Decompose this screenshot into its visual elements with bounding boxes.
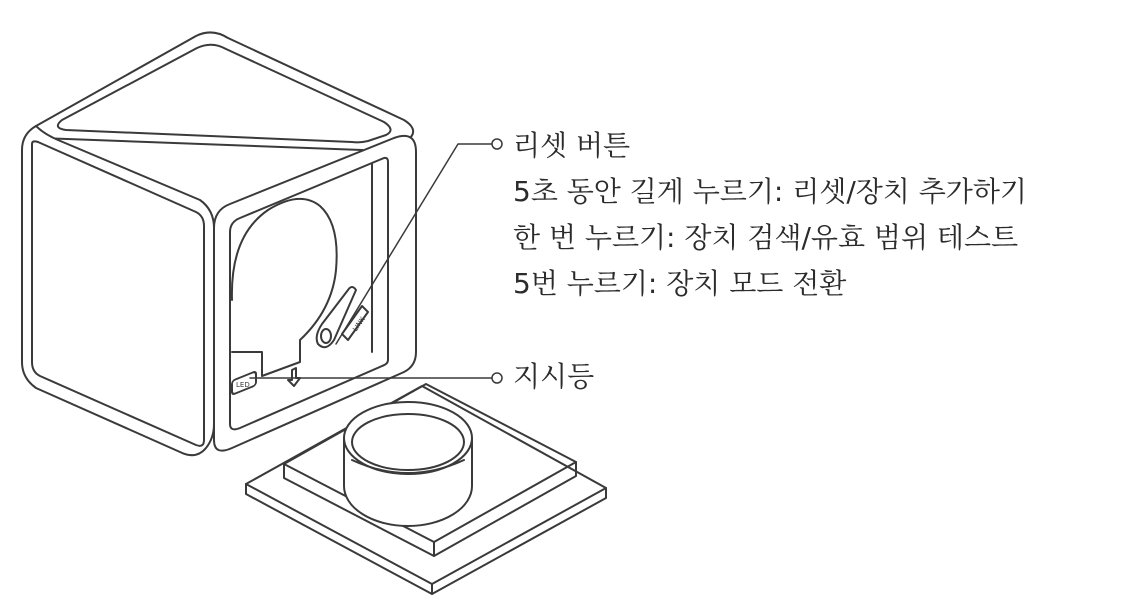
mount-ring-top	[344, 402, 472, 474]
hub-body	[22, 32, 416, 455]
indicator-title: 지시등	[513, 360, 595, 393]
reset-instruction-long-press: 5초 동안 길게 누르기: 리셋/장치 추가하기	[513, 175, 1027, 208]
reset-button-title: 리셋 버튼	[513, 129, 631, 162]
reset-leader-dot	[492, 139, 502, 149]
led-leader-dot	[492, 373, 502, 383]
reset-button-callout	[513, 123, 1027, 307]
indicator-callout	[513, 354, 594, 400]
reset-instruction-five-press: 5번 누르기: 장치 모드 전환	[513, 267, 847, 300]
link-button-label: LINK	[351, 315, 367, 334]
hub-left-face	[22, 126, 214, 455]
led-indicator-label: LED	[236, 381, 250, 389]
reset-instruction-single-press: 한 번 누르기: 장치 검색/유효 범위 테스트	[513, 221, 1019, 254]
hub-top-face	[32, 32, 413, 151]
